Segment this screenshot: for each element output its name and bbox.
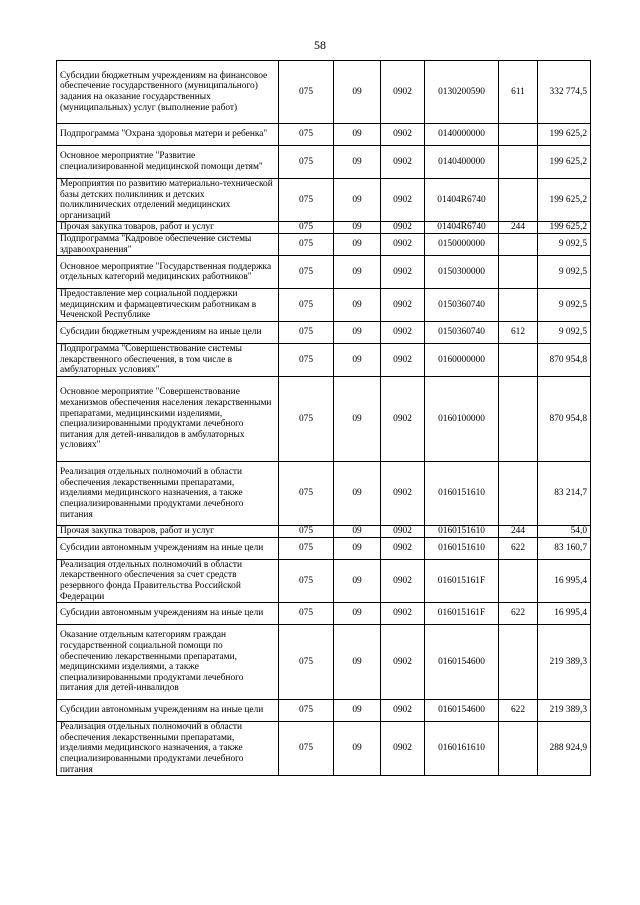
table-cell-subsection: 0902 xyxy=(381,603,425,625)
table-cell-target-code: 0160154600 xyxy=(425,625,499,700)
table-cell-ministry: 075 xyxy=(279,256,334,289)
table-cell-target-code: 0140000000 xyxy=(425,124,499,146)
table-cell-target-code: 01404R6740 xyxy=(425,222,499,234)
table-cell-name: Субсидии бюджетным учреждениям на иные цели xyxy=(57,322,279,344)
table-row xyxy=(57,124,591,146)
table-cell-ministry: 075 xyxy=(279,344,334,377)
table-cell-ministry: 075 xyxy=(279,559,334,602)
table-cell-target-code: 0150360740 xyxy=(425,289,499,322)
table-cell-section: 09 xyxy=(334,322,381,344)
table-cell-ministry: 075 xyxy=(279,377,334,462)
table-row xyxy=(57,322,591,344)
table-cell-section: 09 xyxy=(334,222,381,234)
table-cell-amount: 199 625,2 xyxy=(538,179,591,222)
table-cell-name: Подпрограмма "Совершенствование системы лекарственного обеспечения, в том числе в амбулаторных условиях" xyxy=(57,344,279,377)
table-cell-expense-type xyxy=(499,289,538,322)
table-cell-amount: 870 954,8 xyxy=(538,377,591,462)
table-cell-expense-type xyxy=(499,462,538,526)
table-cell-target-code: 0150360740 xyxy=(425,322,499,344)
table-cell-section: 09 xyxy=(334,462,381,526)
budget-table xyxy=(56,60,591,776)
table-cell-target-code: 0150300000 xyxy=(425,256,499,289)
table-cell-subsection: 0902 xyxy=(381,537,425,559)
table-cell-name: Предоставление мер социальной поддержки медицинским и фармацевтическим работникам в Чеченской Республике xyxy=(57,289,279,322)
table-cell-section: 09 xyxy=(334,722,381,776)
table-cell-subsection: 0902 xyxy=(381,322,425,344)
table-row xyxy=(57,603,591,625)
table-cell-ministry: 075 xyxy=(279,289,334,322)
table-cell-expense-type: 622 xyxy=(499,537,538,559)
table-cell-section: 09 xyxy=(334,700,381,722)
table-cell-target-code: 0160161610 xyxy=(425,722,499,776)
table-row xyxy=(57,233,591,255)
table-cell-section: 09 xyxy=(334,289,381,322)
table-cell-subsection: 0902 xyxy=(381,700,425,722)
table-cell-amount: 83 160,7 xyxy=(538,537,591,559)
table-cell-ministry: 075 xyxy=(279,222,334,234)
table-row xyxy=(57,722,591,776)
table-cell-ministry: 075 xyxy=(279,537,334,559)
table-cell-subsection: 0902 xyxy=(381,559,425,602)
table-cell-name: Основное мероприятие "Совершенствование механизмов обеспечения населения лекарственными препаратами, медицинскими изделиями, специализированными продуктами лечебного питания для детей-инвалидов в амбулаторных условиях" xyxy=(57,377,279,462)
table-row xyxy=(57,289,591,322)
table-cell-amount: 9 092,5 xyxy=(538,289,591,322)
table-cell-amount: 54,0 xyxy=(538,526,591,538)
table-row xyxy=(57,146,591,179)
table-cell-subsection: 0902 xyxy=(381,146,425,179)
table-cell-expense-type: 612 xyxy=(499,322,538,344)
table-cell-expense-type xyxy=(499,722,538,776)
table-cell-target-code: 016015161F xyxy=(425,603,499,625)
table-cell-section: 09 xyxy=(334,146,381,179)
table-cell-expense-type: 622 xyxy=(499,603,538,625)
table-cell-ministry: 075 xyxy=(279,462,334,526)
table-cell-ministry: 075 xyxy=(279,61,334,124)
table-cell-name: Основное мероприятие "Развитие специализированной медицинской помощи детям" xyxy=(57,146,279,179)
table-cell-target-code: 0160151610 xyxy=(425,526,499,538)
table-cell-expense-type xyxy=(499,124,538,146)
table-cell-target-code: 016015161F xyxy=(425,559,499,602)
table-cell-section: 09 xyxy=(334,256,381,289)
table-cell-name: Прочая закупка товаров, работ и услуг xyxy=(57,526,279,538)
table-cell-ministry: 075 xyxy=(279,179,334,222)
table-cell-target-code: 0140400000 xyxy=(425,146,499,179)
table-row xyxy=(57,179,591,222)
table-cell-name: Субсидии автономным учреждениям на иные цели xyxy=(57,700,279,722)
table-row xyxy=(57,256,591,289)
table-cell-subsection: 0902 xyxy=(381,526,425,538)
table-cell-amount: 199 625,2 xyxy=(538,124,591,146)
table-cell-name: Оказание отдельным категориям граждан государственной социальной помощи по обеспечению лекарственными препаратами, медицинскими изделиями, а также специализированными продуктами лечебного питания для детей-инвалидов xyxy=(57,625,279,700)
table-cell-subsection: 0902 xyxy=(381,222,425,234)
table-cell-target-code: 0160100000 xyxy=(425,377,499,462)
table-cell-subsection: 0902 xyxy=(381,377,425,462)
table-cell-ministry: 075 xyxy=(279,603,334,625)
table-cell-section: 09 xyxy=(334,344,381,377)
table-cell-target-code: 01404R6740 xyxy=(425,179,499,222)
table-cell-amount: 870 954,8 xyxy=(538,344,591,377)
table-cell-name: Субсидии автономным учреждениям на иные цели xyxy=(57,537,279,559)
table-cell-expense-type: 244 xyxy=(499,526,538,538)
table-cell-section: 09 xyxy=(334,559,381,602)
table-row xyxy=(57,462,591,526)
table-cell-section: 09 xyxy=(334,377,381,462)
table-cell-section: 09 xyxy=(334,124,381,146)
table-cell-expense-type xyxy=(499,559,538,602)
table-cell-ministry: 075 xyxy=(279,124,334,146)
table-cell-section: 09 xyxy=(334,526,381,538)
table-cell-section: 09 xyxy=(334,179,381,222)
table-cell-expense-type xyxy=(499,377,538,462)
table-row xyxy=(57,222,591,234)
table-row xyxy=(57,537,591,559)
table-cell-amount: 9 092,5 xyxy=(538,256,591,289)
table-cell-subsection: 0902 xyxy=(381,289,425,322)
table-cell-expense-type xyxy=(499,146,538,179)
table-cell-target-code: 0160000000 xyxy=(425,344,499,377)
table-cell-name: Реализация отдельных полномочий в области лекарственного обеспечения за счет средств резервного фонда Правительства Российской Федерации xyxy=(57,559,279,602)
table-cell-expense-type xyxy=(499,179,538,222)
table-cell-amount: 199 625,2 xyxy=(538,146,591,179)
page-number: 58 xyxy=(314,38,326,52)
table-cell-amount: 16 995,4 xyxy=(538,603,591,625)
table-cell-section: 09 xyxy=(334,537,381,559)
table-cell-subsection: 0902 xyxy=(381,722,425,776)
table-cell-amount: 219 389,3 xyxy=(538,700,591,722)
table-cell-expense-type xyxy=(499,233,538,255)
table-row xyxy=(57,377,591,462)
table-cell-amount: 9 092,5 xyxy=(538,233,591,255)
table-cell-subsection: 0902 xyxy=(381,256,425,289)
table-cell-ministry: 075 xyxy=(279,322,334,344)
table-cell-expense-type: 244 xyxy=(499,222,538,234)
table-cell-target-code: 0160154600 xyxy=(425,700,499,722)
table-cell-expense-type xyxy=(499,256,538,289)
table-cell-expense-type xyxy=(499,625,538,700)
table-row xyxy=(57,61,591,124)
table-cell-section: 09 xyxy=(334,603,381,625)
table-cell-name: Реализация отдельных полномочий в области обеспечения лекарственными препаратами, изделиями медицинского назначения, а также специализированными продуктами лечебного питания xyxy=(57,462,279,526)
table-cell-name: Мероприятия по развитию материально-технической базы детских поликлиник и детских поликлинических отделений медицинских организаций xyxy=(57,179,279,222)
table-cell-subsection: 0902 xyxy=(381,61,425,124)
table-cell-ministry: 075 xyxy=(279,233,334,255)
table-cell-subsection: 0902 xyxy=(381,462,425,526)
table-cell-ministry: 075 xyxy=(279,700,334,722)
table-cell-section: 09 xyxy=(334,61,381,124)
table-cell-name: Подпрограмма "Охрана здоровья матери и ребенка" xyxy=(57,124,279,146)
table-cell-amount: 219 389,3 xyxy=(538,625,591,700)
table-cell-amount: 199 625,2 xyxy=(538,222,591,234)
table-cell-amount: 16 995,4 xyxy=(538,559,591,602)
table-row xyxy=(57,344,591,377)
table-cell-name: Подпрограмма "Кадровое обеспечение системы здравоохранения" xyxy=(57,233,279,255)
table-cell-subsection: 0902 xyxy=(381,179,425,222)
table-row xyxy=(57,625,591,700)
table-cell-target-code: 0150000000 xyxy=(425,233,499,255)
table-cell-ministry: 075 xyxy=(279,625,334,700)
table-cell-section: 09 xyxy=(334,233,381,255)
table-cell-expense-type: 611 xyxy=(499,61,538,124)
table-cell-name: Субсидии автономным учреждениям на иные цели xyxy=(57,603,279,625)
table-cell-expense-type xyxy=(499,344,538,377)
table-row xyxy=(57,559,591,602)
table-cell-subsection: 0902 xyxy=(381,344,425,377)
table-cell-name: Реализация отдельных полномочий в области обеспечения лекарственными препаратами, изделиями медицинского назначения, а также специализированными продуктами лечебного питания xyxy=(57,722,279,776)
table-cell-section: 09 xyxy=(334,625,381,700)
table-cell-amount: 9 092,5 xyxy=(538,322,591,344)
table-cell-target-code: 0160151610 xyxy=(425,462,499,526)
table-cell-amount: 83 214,7 xyxy=(538,462,591,526)
table-cell-target-code: 0160151610 xyxy=(425,537,499,559)
table-cell-name: Прочая закупка товаров, работ и услуг xyxy=(57,222,279,234)
table-row xyxy=(57,526,591,538)
table-cell-subsection: 0902 xyxy=(381,124,425,146)
table-cell-ministry: 075 xyxy=(279,722,334,776)
table-cell-ministry: 075 xyxy=(279,526,334,538)
table-row xyxy=(57,700,591,722)
table-cell-amount: 288 924,9 xyxy=(538,722,591,776)
table-cell-subsection: 0902 xyxy=(381,233,425,255)
table-cell-subsection: 0902 xyxy=(381,625,425,700)
table-cell-name: Субсидии бюджетным учреждениям на финансовое обеспечение государственного (муниципального) задания на оказание государственных (муниципальных) услуг (выполнение работ) xyxy=(57,61,279,124)
table-cell-name: Основное мероприятие "Государственная поддержка отдельных категорий медицинских работников" xyxy=(57,256,279,289)
table-cell-expense-type: 622 xyxy=(499,700,538,722)
table-cell-target-code: 0130200590 xyxy=(425,61,499,124)
table-cell-ministry: 075 xyxy=(279,146,334,179)
table-cell-amount: 332 774,5 xyxy=(538,61,591,124)
